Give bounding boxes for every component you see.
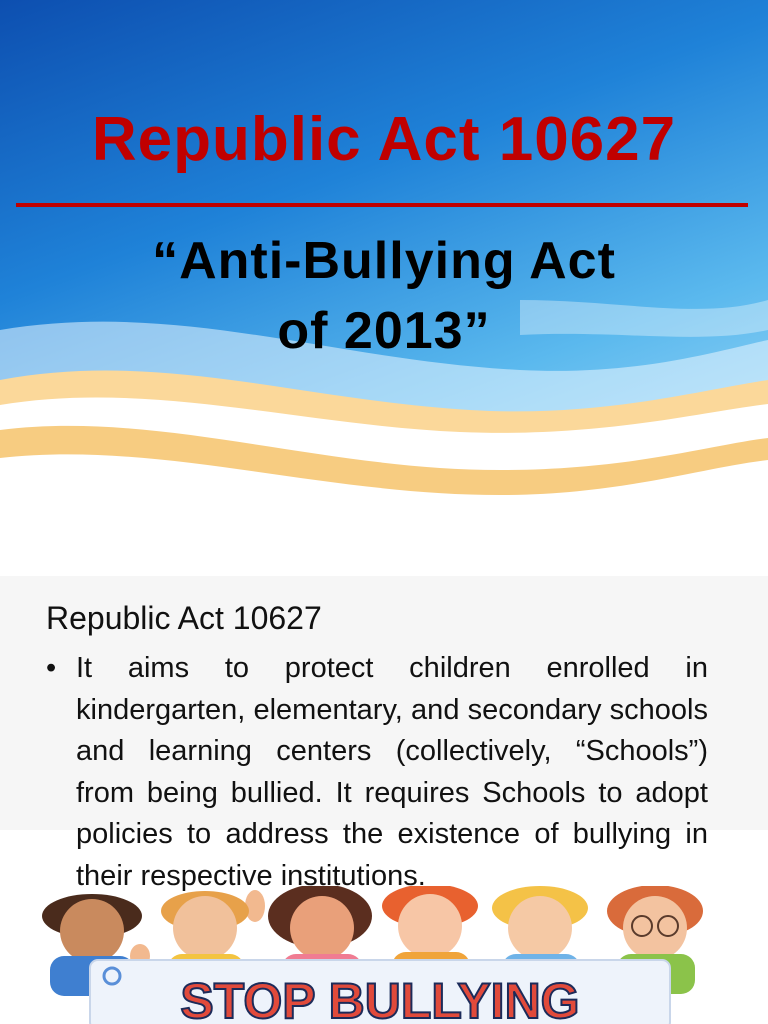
- subtitle-line-1: “Anti-Bullying Act: [152, 232, 616, 290]
- list-item: [46, 648, 708, 897]
- banner-text: STOP BULLYING: [180, 973, 580, 1024]
- bullet-icon: •: [46, 652, 57, 684]
- slide-title: Republic Act 10627: [91, 105, 677, 174]
- stop-bullying-illustration: [0, 886, 768, 1024]
- slide-subtitle: [60, 226, 708, 366]
- content-slide: [0, 576, 768, 1024]
- subtitle-line-2: of 2013”: [277, 302, 491, 360]
- bullet-text: It aims to protect children enrolled in kindergarten, elementary, and secondary schools and learning centers (collectively, “Schools”) from being bullied. It requires Schools to adopt policies to address the existence of bullying in their respective institutions.: [76, 652, 708, 892]
- title-underline: [16, 203, 748, 207]
- bullet-list: [46, 648, 708, 897]
- content-heading: Republic Act 10627: [46, 600, 322, 636]
